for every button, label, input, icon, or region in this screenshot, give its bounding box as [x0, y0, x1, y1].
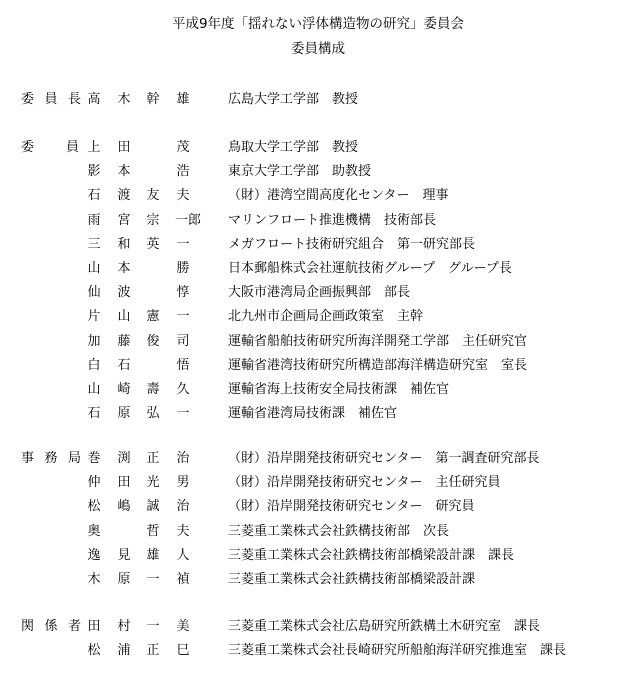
member-name: 松 浦 正 巳	[87, 643, 190, 659]
member-row	[0, 160, 636, 184]
member-name: 三 和 英 一	[87, 236, 190, 252]
member-row	[0, 184, 636, 208]
member-affiliation: 日本郵船株式会社運航技術グループ グループ長	[228, 260, 512, 276]
member-affiliation: 北九州市企画局企画政策室 主幹	[228, 309, 424, 325]
member-affiliation: メガフロート技術研究組合 第一研究部長	[228, 236, 476, 252]
member-affiliation: 三菱重工業株式会社鉄構技術部 次長	[228, 523, 450, 539]
member-name: 石 渡 友 夫	[87, 188, 190, 204]
role-label: 委 員 長	[21, 92, 81, 107]
member-row	[0, 495, 636, 519]
member-name: 上 田 茂	[87, 140, 190, 155]
member-row	[0, 354, 636, 378]
member-name: 加 藤 俊 司	[87, 333, 190, 349]
member-name: 田 村 一 美	[87, 619, 190, 634]
member-affiliation: 三菱重工業株式会社鉄構技術部橋梁設計課	[228, 571, 476, 587]
member-row	[0, 136, 636, 160]
member-row	[0, 568, 636, 592]
member-affiliation: 鳥取大学工学部 教授	[228, 140, 359, 155]
member-affiliation: （財）沿岸開発技術研究センター 第一調査研究部長	[228, 451, 540, 466]
member-name: 石 原 弘 一	[87, 406, 190, 422]
member-name: 白 石 悟	[87, 357, 190, 373]
chair-group	[0, 88, 636, 112]
member-affiliation: （財）港湾空間高度化センター 理事	[228, 188, 449, 204]
member-row	[0, 639, 636, 663]
member-name: 高 木 幹 雄	[87, 92, 190, 107]
member-affiliation: （財）沿岸開発技術研究センター 主任研究員	[228, 475, 501, 491]
member-name: 仙 波 惇	[87, 285, 190, 301]
role-label: 関 係 者	[21, 619, 81, 634]
member-affiliation: 東京大学工学部 助教授	[228, 164, 372, 180]
member-name: 奥 哲 夫	[87, 523, 190, 539]
member-affiliation: 三菱重工業株式会社鉄構技術部橋梁設計課 課長	[228, 547, 515, 563]
member-affiliation: 大阪市港湾局企画振興部 部長	[228, 285, 411, 301]
member-row	[0, 520, 636, 544]
member-affiliation: 広島大学工学部 教授	[228, 92, 359, 107]
member-row	[0, 88, 636, 112]
member-name: 雨 宮 宗 一郎	[87, 212, 202, 228]
member-row	[0, 378, 636, 402]
page-subtitle: 委員構成	[291, 41, 345, 57]
page-title: 平成9年度「揺れない浮体構造物の研究」委員会	[171, 16, 465, 32]
member-affiliation: 三菱重工業株式会社長崎研究所船舶海洋研究推進室 課長	[228, 643, 567, 659]
member-row	[0, 305, 636, 329]
member-affiliation: 運輸省船舶技術研究所海洋開発工学部 主任研究官	[228, 333, 528, 349]
member-row	[0, 544, 636, 568]
secretariat-group	[0, 447, 636, 592]
member-name: 影 本 浩	[87, 164, 190, 180]
member-name: 片 山 憲 一	[87, 309, 190, 325]
member-affiliation: 三菱重工業株式会社広島研究所鉄構土木研究室 課長	[228, 619, 541, 634]
member-name: 山 崎 壽 久	[87, 381, 190, 397]
member-affiliation: 運輸省港湾技術研究所構造部海洋構造研究室 室長	[228, 357, 528, 373]
member-name: 巻 渕 正 治	[87, 451, 190, 466]
member-affiliation: 運輸省港湾局技術課 補佐官	[228, 406, 398, 422]
member-row	[0, 233, 636, 257]
role-label: 事 務 局	[21, 451, 81, 466]
member-affiliation: マリンフロート推進機構 技術部長	[228, 212, 437, 228]
role-label: 委 員	[21, 140, 79, 155]
member-row	[0, 615, 636, 639]
member-row	[0, 281, 636, 305]
related-group	[0, 615, 636, 663]
member-affiliation: 運輸省海上技術安全局技術課 補佐官	[228, 381, 450, 397]
member-name: 仲 田 光 男	[87, 475, 190, 491]
members-group	[0, 136, 636, 426]
member-name: 山 本 勝	[87, 260, 190, 276]
member-row	[0, 471, 636, 495]
member-name: 木 原 一 禎	[87, 571, 190, 587]
member-row	[0, 209, 636, 233]
member-row	[0, 447, 636, 471]
member-row	[0, 402, 636, 426]
member-affiliation: （財）沿岸開発技術研究センター 研究員	[228, 499, 475, 515]
member-name: 逸 見 雄 人	[87, 547, 190, 563]
member-row	[0, 330, 636, 354]
member-row	[0, 257, 636, 281]
member-name: 松 嶋 誠 治	[87, 499, 190, 515]
